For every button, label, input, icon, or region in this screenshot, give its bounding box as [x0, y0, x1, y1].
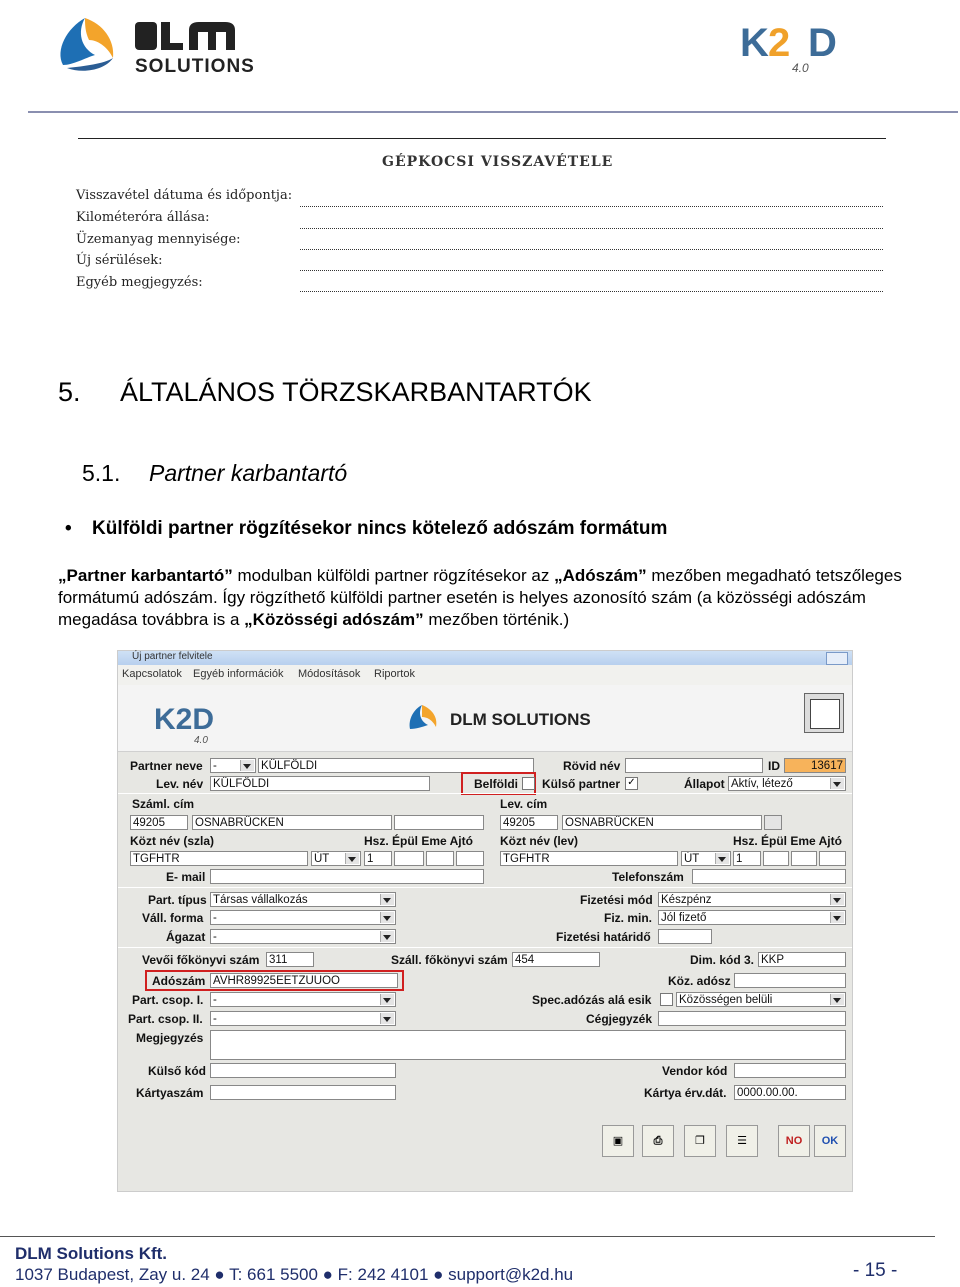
window-titlebar — [118, 651, 852, 665]
form-line — [300, 249, 883, 250]
label-vall-forma: Váll. forma — [142, 911, 204, 925]
label-dim-kod3: Dim. kód 3. — [690, 953, 755, 967]
delivery-city-field[interactable]: OSNABRÜCKEN — [562, 815, 762, 830]
bullet-text: Külföldi partner rögzítésekor nincs kötelező adószám formátum — [92, 518, 668, 539]
svg-text:4.0: 4.0 — [792, 61, 809, 75]
payment-deadline-field[interactable] — [658, 929, 712, 944]
edit-button[interactable] — [804, 693, 844, 733]
para-text: mezőben történik.) — [423, 610, 570, 629]
label-fizetesi-hatarido: Fizetési határidő — [556, 930, 651, 944]
billing-city-extra-field[interactable] — [394, 815, 484, 830]
form-line — [300, 206, 883, 207]
body-paragraph — [58, 565, 918, 631]
label-part-csop2: Part. csop. II. — [128, 1012, 203, 1026]
label-partner-neve: Partner neve — [130, 759, 203, 773]
card-number-field[interactable] — [210, 1085, 396, 1100]
form-label-notes: Egyéb megjegyzés: — [76, 275, 203, 290]
edit-icon — [810, 699, 840, 729]
print-button[interactable] — [642, 1125, 674, 1157]
billing-house-number-field[interactable]: 1 — [364, 851, 392, 866]
ok-button[interactable]: OK — [814, 1125, 846, 1157]
notes-textarea[interactable] — [210, 1030, 846, 1060]
label-rovid-nev: Rövid név — [563, 759, 621, 773]
sector-select[interactable]: - — [210, 929, 396, 944]
label-megjegyzes: Megjegyzés — [136, 1031, 204, 1045]
label-agazat: Ágazat — [166, 930, 206, 944]
section-divider — [118, 947, 852, 948]
label-belfoldi: Belföldi — [474, 777, 518, 791]
label-cegjegyzek: Cégjegyzék — [586, 1012, 653, 1026]
form-label-return-date: Visszavétel dátuma és időpontja: — [76, 188, 293, 203]
label-id: ID — [768, 759, 780, 773]
partner-form-screenshot — [117, 650, 853, 1192]
svg-text:K: K — [740, 21, 769, 65]
menu-item-kapcsolatok[interactable]: Kapcsolatok — [122, 668, 182, 680]
partner-group1-select[interactable]: - — [210, 992, 396, 1007]
section-divider — [118, 887, 852, 888]
label-adoszam: Adószám — [152, 974, 206, 988]
app-banner — [118, 685, 852, 752]
phone-field[interactable] — [692, 869, 846, 884]
printer-icon: ⎙ — [653, 1135, 663, 1147]
partner-type-select[interactable]: Társas vállalkozás — [210, 892, 396, 907]
external-code-field[interactable] — [210, 1063, 396, 1078]
delivery-house-number-field[interactable]: 1 — [733, 851, 761, 866]
label-part-csop1: Part. csop. I. — [132, 993, 204, 1007]
billing-floor-field[interactable] — [426, 851, 454, 866]
label-lev-nev: Lev. név — [156, 777, 204, 791]
subsection-title: Partner karbantartó — [149, 460, 348, 486]
copy-icon: ❐ — [695, 1135, 705, 1147]
billing-city-field[interactable]: OSNABRÜCKEN — [192, 815, 392, 830]
dlm-logo-text: SOLUTIONS — [135, 56, 255, 77]
window-title: Új partner felvitele — [132, 651, 213, 662]
label-hsz-2: Hsz. Épül Eme Ajtó — [733, 834, 842, 848]
header-divider — [28, 111, 958, 113]
label-koz-adosz: Köz. adósz — [668, 974, 731, 988]
subsection-number: 5.1. — [82, 460, 121, 486]
spec-tax-checkbox[interactable] — [660, 993, 673, 1006]
vendor-code-field[interactable] — [734, 1063, 846, 1078]
form-label-fuel: Üzemanyag mennyisége: — [76, 232, 241, 247]
belfoldi-checkbox[interactable] — [522, 777, 535, 790]
section-heading — [58, 377, 592, 408]
dimension-code-field[interactable]: KKP — [758, 952, 846, 967]
disk-icon: ▣ — [612, 1135, 624, 1147]
spec-tax-select[interactable]: Közösségen belüli — [676, 992, 846, 1007]
form-line — [300, 270, 883, 271]
billing-street-field[interactable]: TGFHTR — [130, 851, 308, 866]
tax-number-field[interactable]: AVHR89925EETZUUOO — [210, 973, 398, 988]
company-registry-field[interactable] — [658, 1011, 846, 1026]
community-tax-number-field[interactable] — [734, 973, 846, 988]
dlm-solutions-logo — [55, 10, 295, 80]
section-title: ÁLTALÁNOS TÖRZSKARBANTARTÓK — [120, 377, 592, 407]
para-text: modulban külföldi partner rögzítésekor az — [232, 566, 555, 585]
label-szaml-cim: Száml. cím — [132, 797, 195, 811]
delivery-zip-field[interactable]: 49205 — [500, 815, 558, 830]
label-kartyaszam: Kártyaszám — [136, 1086, 204, 1100]
partner-group2-select[interactable]: - — [210, 1011, 396, 1026]
save-button[interactable] — [602, 1125, 634, 1157]
form-label-odometer: Kilométeróra állása: — [76, 210, 210, 225]
subsection-heading — [82, 460, 347, 487]
delivery-building-field[interactable] — [763, 851, 789, 866]
bullet-dot: • — [65, 518, 72, 539]
form-divider — [78, 138, 886, 139]
company-form-select[interactable]: - — [210, 910, 396, 925]
svg-text:K2D: K2D — [154, 703, 215, 736]
delivery-door-field[interactable] — [819, 851, 846, 866]
form-title: GÉPKOCSI VISSZAVÉTELE — [382, 154, 614, 170]
id-field: 13617 — [784, 758, 846, 773]
label-szall-fokonyvi: Száll. főkönyvi szám — [391, 953, 508, 967]
menu-item-modositasok[interactable]: Módosítások — [298, 668, 361, 680]
list-icon: ☰ — [737, 1135, 747, 1147]
copy-button[interactable] — [684, 1125, 716, 1157]
form-line — [300, 228, 883, 229]
footer-company: DLM Solutions Kft. — [15, 1244, 168, 1263]
delivery-name-field[interactable]: KÜLFÖLDI — [210, 776, 430, 791]
list-button[interactable] — [726, 1125, 758, 1157]
footer-divider — [0, 1236, 935, 1237]
label-kozt-nev-szla: Közt név (szla) — [130, 834, 215, 848]
menu-item-riportok[interactable]: Riportok — [374, 668, 415, 680]
para-bold: „Partner karbantartó” — [58, 566, 233, 585]
para-bold: „Közösségi adószám” — [244, 610, 424, 629]
dlm-app-logo — [408, 703, 648, 733]
label-vendor-kod: Vendor kód — [662, 1064, 728, 1078]
label-vevoi-fokonyvi: Vevői főkönyvi szám — [142, 953, 260, 967]
minimize-button[interactable] — [826, 652, 848, 665]
svg-text:D: D — [808, 21, 837, 65]
billing-door-field[interactable] — [456, 851, 484, 866]
svg-text:4.0: 4.0 — [194, 735, 208, 745]
delivery-street-field[interactable]: TGFHTR — [500, 851, 678, 866]
label-spec-adozas: Spec.adózás alá esik — [532, 993, 652, 1007]
delivery-floor-field[interactable] — [791, 851, 817, 866]
email-field[interactable] — [210, 869, 484, 884]
label-fizetesi-mod: Fizetési mód — [580, 893, 653, 907]
label-lev-cim: Lev. cím — [500, 797, 548, 811]
menu-item-egyeb[interactable]: Egyéb információk — [193, 668, 284, 680]
k2d-app-logo — [154, 699, 254, 745]
label-kulso-partner: Külső partner — [542, 777, 621, 791]
svg-text:DLM SOLUTIONS: DLM SOLUTIONS — [450, 710, 591, 729]
section-number: 5. — [58, 377, 81, 407]
partner-name-field[interactable]: KÜLFÖLDI — [258, 758, 534, 773]
para-text: mezőben megadható tetszőleges formátumú adószám. Így rögzíthető külföldi partner esetén is helyes azonosító szám (a közösségi adószám megadása továbbra is a — [58, 566, 902, 629]
label-hsz-1: Hsz. Épül Eme Ajtó — [364, 834, 473, 848]
svg-text:2: 2 — [768, 21, 791, 65]
form-label-damage: Új sérülések: — [76, 253, 163, 268]
label-telefonszam: Telefonszám — [612, 870, 684, 884]
billing-building-field[interactable] — [394, 851, 424, 866]
form-line — [300, 291, 883, 292]
label-allapot: Állapot — [684, 777, 725, 791]
billing-street-type-select[interactable]: ÚT — [311, 851, 361, 866]
menu-bar — [118, 665, 852, 685]
partner-name-prefix-select[interactable]: - — [210, 758, 256, 773]
card-expiry-field[interactable]: 0000.00.00. — [734, 1085, 846, 1100]
page-number: - 15 - — [853, 1260, 898, 1281]
billing-zip-field[interactable]: 49205 — [130, 815, 188, 830]
bullet-item — [65, 518, 667, 540]
label-fiz-min: Fiz. min. — [604, 911, 652, 925]
label-email: E- mail — [166, 870, 206, 884]
label-kulso-kod: Külső kód — [148, 1064, 207, 1078]
kulso-partner-checkbox[interactable]: ✓ — [625, 777, 638, 790]
label-kartya-erv-dat: Kártya érv.dát. — [644, 1086, 727, 1100]
short-name-field[interactable] — [625, 758, 763, 773]
k2d-logo — [738, 6, 862, 76]
footer-address: 1037 Budapest, Zay u. 24 ● T: 661 5500 ● F: 242 4101 ● support@k2d.hu — [15, 1265, 574, 1284]
para-bold: „Adószám” — [554, 566, 647, 585]
section-divider — [118, 793, 852, 794]
customer-ledger-field[interactable]: 311 — [266, 952, 314, 967]
supplier-ledger-field[interactable]: 454 — [512, 952, 600, 967]
status-select[interactable]: Aktív, létező — [728, 776, 846, 791]
label-part-tipus: Part. típus — [148, 893, 207, 907]
no-button[interactable]: NO — [778, 1125, 810, 1157]
payment-method-select[interactable]: Készpénz — [658, 892, 846, 907]
copy-address-button[interactable] — [764, 815, 782, 830]
payment-rating-select[interactable]: Jól fizető — [658, 910, 846, 925]
delivery-street-type-select[interactable]: ÚT — [681, 851, 731, 866]
label-kozt-nev-lev: Közt név (lev) — [500, 834, 579, 848]
